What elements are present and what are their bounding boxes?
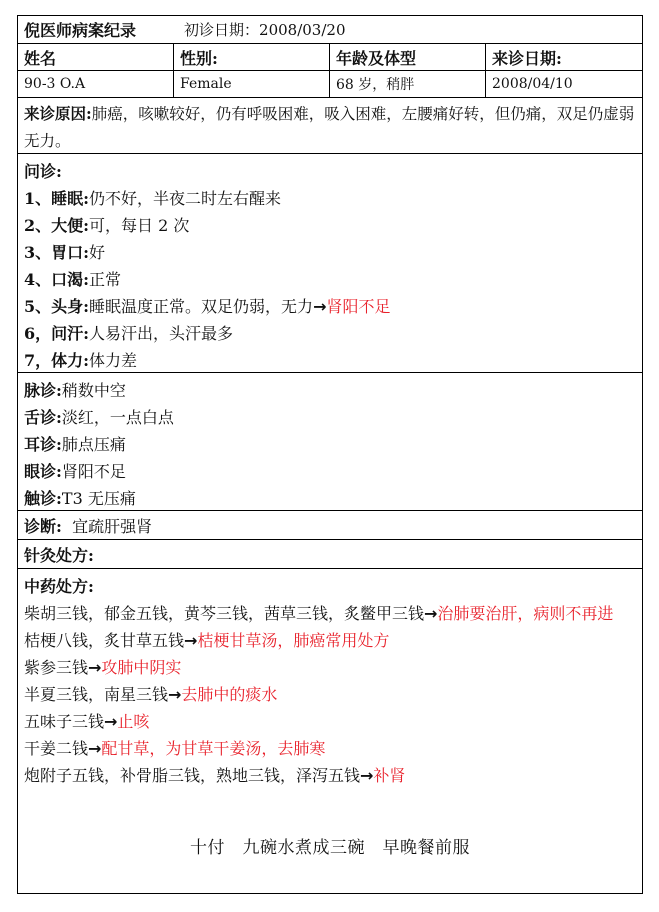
- herb-note: 治肺要治肝，病则不再进: [437, 604, 614, 623]
- herb-line: 炮附子五钱，补骨脂三钱，熟地三钱，泽泻五钱→补肾: [24, 766, 406, 785]
- pulse-exam: 脉诊:稍数中空: [24, 381, 126, 400]
- tongue-exam: 舌诊:淡红，一点白点: [24, 408, 174, 427]
- inquiry-item: 6，问汗:人易汗出，头汗最多: [24, 324, 234, 343]
- inquiry-item: 4、口渴:正常: [24, 270, 122, 289]
- herb-line: 干姜二钱→配甘草，为甘草干姜汤，去肺寒: [24, 739, 326, 758]
- visit-reason-section: [18, 98, 642, 154]
- age-build-header: 年龄及体型: [330, 44, 486, 70]
- inquiry-item: 2、大便:可，每日 2 次: [24, 216, 190, 235]
- herb-line: 半夏三钱，南星三钱→去肺中的痰水: [24, 685, 278, 704]
- palpation-exam: 触诊:T3 无压痛: [24, 489, 136, 508]
- visit-reason-label: 来诊原因:: [24, 104, 92, 123]
- arrow-right-icon: →: [88, 658, 102, 677]
- info-value-row: [18, 71, 642, 98]
- herb-note: 止咳: [117, 712, 150, 731]
- visit-reason-text: 肺癌，咳嗽较好，仍有呼吸困难，吸入困难，左腰痛好转，但仍痛，双足仍虚弱无力。: [24, 105, 635, 150]
- name-header: 姓名: [18, 44, 174, 70]
- herb-note: 去肺中的痰水: [181, 685, 278, 704]
- document-title: 倪医师病案纪录: [24, 21, 137, 40]
- title-row: [18, 16, 642, 44]
- patient-age-build: 68 岁，稍胖: [330, 71, 486, 97]
- diagnosis-label: 诊断:: [24, 516, 62, 536]
- inquiry-item: 5、头身:睡眠温度正常。双足仍弱，无力→肾阳不足: [24, 297, 391, 316]
- herb-note: 桔梗甘草汤，肺癌常用处方: [197, 631, 390, 650]
- herb-line: 紫参三钱→攻肺中阴实: [24, 658, 182, 677]
- patient-id: 90-3 O.A: [18, 71, 174, 97]
- arrow-right-icon: →: [168, 685, 182, 704]
- patient-sex: Female: [174, 71, 330, 97]
- arrow-right-icon: →: [424, 604, 438, 623]
- inquiry-item: 3、胃口:好: [24, 243, 106, 262]
- inquiry-note: 肾阳不足: [326, 297, 391, 316]
- acupuncture-section: [18, 540, 642, 569]
- herb-note: 攻肺中阴实: [101, 658, 182, 677]
- arrow-right-icon: →: [88, 739, 102, 758]
- dosage-instructions: 十付 九碗水煮成三碗 早晚餐前服: [190, 838, 470, 858]
- herb-line: 五味子三钱→止咳: [24, 712, 150, 731]
- inquiry-section: [18, 154, 642, 373]
- diagnosis-section: [18, 511, 642, 540]
- acupuncture-label: 针灸处方:: [24, 545, 94, 565]
- herbal-prescription-section: [18, 569, 642, 893]
- eye-exam: 眼诊:肾阳不足: [24, 462, 126, 481]
- first-visit-date: 2008/03/20: [259, 20, 346, 39]
- inquiry-item: 1、睡眠:仍不好，半夜二时左右醒来: [24, 189, 282, 208]
- diagnosis-text: 宜疏肝强肾: [72, 516, 153, 536]
- arrow-right-icon: →: [313, 297, 327, 316]
- herb-line: 桔梗八钱，炙甘草五钱→桔梗甘草汤，肺癌常用处方: [24, 631, 390, 650]
- ear-exam: 耳诊:肺点压痛: [24, 435, 126, 454]
- arrow-right-icon: →: [360, 766, 374, 785]
- first-visit-label: 初诊日期：: [184, 21, 260, 39]
- arrow-right-icon: →: [184, 631, 198, 650]
- visit-date: 2008/04/10: [492, 76, 573, 92]
- visit-date-header: 来诊日期:: [492, 48, 562, 68]
- arrow-right-icon: →: [104, 712, 118, 731]
- examination-section: [18, 373, 642, 511]
- inquiry-label: 问诊:: [24, 162, 62, 181]
- medical-record-sheet: [17, 15, 643, 894]
- herb-note: 补肾: [373, 766, 406, 785]
- herbal-label: 中药处方:: [24, 577, 94, 596]
- herb-line: 柴胡三钱，郁金五钱，黄芩三钱，茜草三钱，炙鳖甲三钱→治肺要治肝，病则不再进: [24, 604, 614, 623]
- inquiry-item: 7，体力:体力差: [24, 351, 138, 370]
- info-header-row: [18, 44, 642, 71]
- herb-note: 配甘草，为甘草干姜汤，去肺寒: [101, 739, 326, 758]
- sex-header: 性别:: [174, 44, 330, 70]
